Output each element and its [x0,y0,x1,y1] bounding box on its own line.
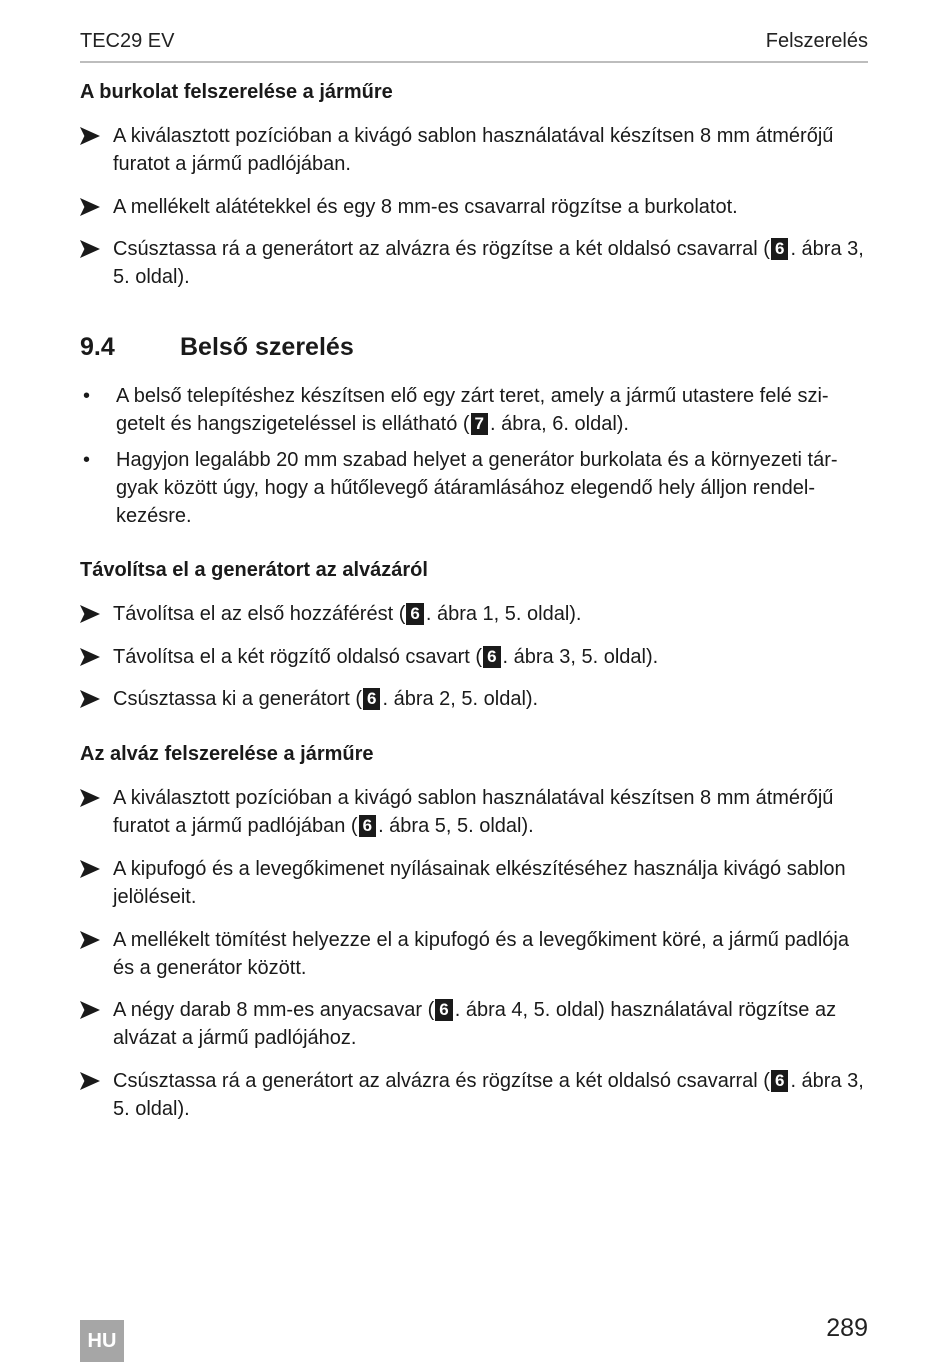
step-text-suffix: . ábra 3, 5. oldal). [113,1070,864,1120]
step-text-suffix: . ábra 5, 5. oldal). [378,815,534,837]
step-text: A mellékelt tömítést helyezze el a kipufogó és a levegőkiment köré, a jármű padlója és a generátor között. [113,929,849,979]
figure-reference-badge: 7 [471,413,488,435]
arrow-bullet-icon [80,240,100,258]
arrow-bullet-icon [80,860,100,878]
figure-reference-badge: 6 [359,815,376,837]
step-text-suffix: . ábra 3, 5. oldal). [502,646,659,668]
section-number: 9.4 [80,333,115,361]
bullet-text: A belső telepítéshez készítsen elő egy zárt teret, amely a jármű utastere felé szigetelt és hangszigeteléssel is ellátható ( [116,385,829,435]
figure-reference-badge: 6 [363,688,380,710]
step-text: Távolítsa el az első hozzáférést ( [113,603,406,625]
subheading-cover-mounting: A burkolat felszerelése a járműre [80,81,393,103]
step-text-suffix: . ábra 2, 5. oldal). [382,688,539,710]
step-text: Csúsztassa rá a generátort az alvázra és rögzítse a két oldalsó csavarral ( [113,1070,770,1092]
step-text: A kipufogó és a levegőkimenet nyílásainak elkészítéséhez használja kivágó sablon jelöléseit. [113,858,846,908]
figure-reference-badge: 6 [483,646,500,668]
instruction-step [80,685,870,716]
arrow-bullet-icon [80,605,100,623]
arrow-bullet-icon [80,1001,100,1019]
bullet-marker: • [83,385,91,407]
figure-reference-badge: 6 [435,999,452,1021]
step-text-suffix: . ábra 1, 5. oldal). [425,603,582,625]
instruction-step [80,600,870,631]
bullet-text-suffix: . ábra, 6. oldal). [490,413,629,435]
step-text: A négy darab 8 mm-es anyacsavar ( [113,999,435,1021]
instruction-step [80,643,870,674]
instruction-step [80,1067,870,1123]
step-text: Távolítsa el a két rögzítő oldalsó csavart ( [113,646,483,668]
instruction-step [80,996,870,1052]
header-product-name: TEC29 EV [80,30,175,52]
subheading-chassis-mounting: Az alváz felszerelése a járműre [80,743,374,765]
instruction-step [80,784,870,840]
language-badge: HU [80,1320,124,1362]
step-text: A kiválasztott pozícióban a kivágó sablon használatával készítsen 8 mm átmérőjű furatot a jármű padlójában. [113,125,834,175]
step-text: Csúsztassa rá a generátort az alvázra és rögzítse a két oldalsó csavarral ( [113,238,770,260]
instruction-step [80,122,870,178]
instruction-step [80,855,870,911]
page-number: 289 [826,1314,868,1342]
section-title: Belső szerelés [180,333,354,361]
arrow-bullet-icon [80,648,100,666]
section-heading [80,333,354,362]
header-chapter-title: Felszerelés [765,30,868,52]
bullet-item [80,382,870,438]
bullet-text: Hagyjon legalább 20 mm szabad helyet a generátor burkolata és a környezeti tárgyak között úgy, hogy a hűtőlevegő átáramlásához elegendő hely álljon rendelkezésre. [116,449,838,527]
instruction-step [80,926,870,982]
arrow-bullet-icon [80,127,100,145]
step-text: A kiválasztott pozícióban a kivágó sablon használatával készítsen 8 mm átmérőjű furatot a jármű padlójában ( [113,787,834,837]
step-text-suffix: . ábra 3, 5. oldal). [113,238,864,288]
figure-reference-badge: 6 [406,603,423,625]
figure-reference-badge: 6 [771,238,788,260]
step-text: A mellékelt alátétekkel és egy 8 mm-es csavarral rögzítse a burkolatot. [113,196,738,218]
page-header [80,30,868,63]
arrow-bullet-icon [80,1072,100,1090]
instruction-step [80,235,870,291]
step-text-suffix: . ábra 4, 5. oldal) használatával rögzítse az alvázat a jármű padlójához. [113,999,837,1049]
instruction-step [80,193,870,224]
arrow-bullet-icon [80,789,100,807]
arrow-bullet-icon [80,690,100,708]
figure-reference-badge: 6 [771,1070,788,1092]
subheading-remove-generator: Távolítsa el a generátort az alvázáról [80,559,428,581]
step-text: Csúsztassa ki a generátort ( [113,688,362,710]
bullet-marker: • [83,449,91,471]
arrow-bullet-icon [80,931,100,949]
bullet-item [80,446,870,530]
arrow-bullet-icon [80,198,100,216]
